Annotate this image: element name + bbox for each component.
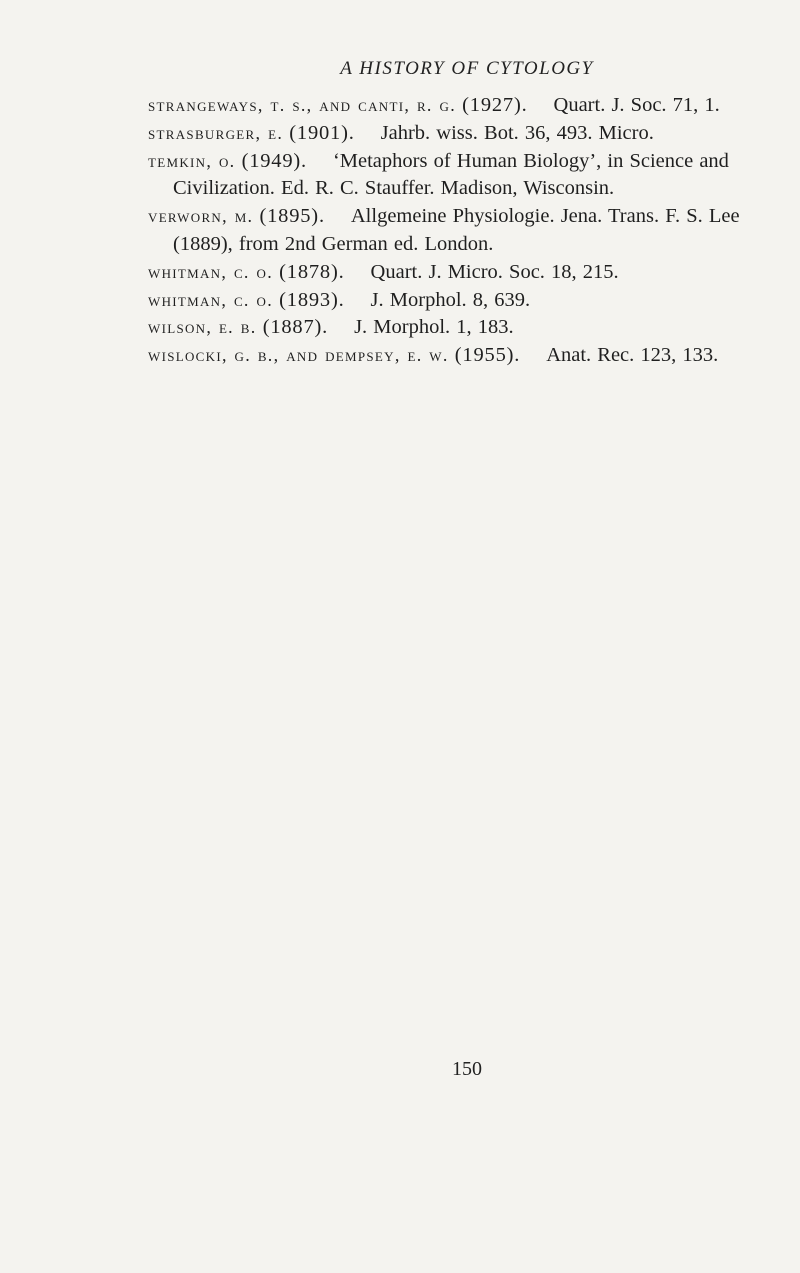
reference-authors: temkin, o.: [148, 150, 236, 171]
reference-citation: Anat. Rec. 123, 133.: [546, 344, 719, 367]
reference-authors: wilson, e. b.: [148, 317, 257, 338]
reference-entry: [148, 203, 788, 259]
reference-year: (1887).: [262, 316, 329, 339]
reference-year: (1895).: [259, 205, 325, 228]
reference-authors: whitman, c. o.: [148, 261, 274, 282]
reference-entry: [148, 259, 788, 287]
reference-citation: ‘Metaphors of Human Biology’, in Science and Civilization. Ed. R. C. Stauffer. Madison, Wisconsin.: [173, 149, 729, 200]
reference-year: (1893).: [279, 288, 345, 311]
reference-year: (1949).: [241, 149, 307, 172]
reference-entry: [148, 287, 788, 315]
reference-list: [148, 92, 788, 370]
reference-year: (1955).: [454, 344, 521, 367]
reference-authors: strangeways, t. s., and canti, r. g.: [148, 95, 457, 115]
reference-entry: [148, 148, 788, 204]
reference-citation: Jahrb. wiss. Bot. 36, 493. Micro.: [380, 121, 654, 144]
page-number: 150: [452, 1058, 482, 1080]
reference-authors: wislocki, g. b., and dempsey, e. w.: [148, 345, 449, 366]
reference-citation: J. Morphol. 1, 183.: [354, 316, 514, 339]
reference-entry: [148, 342, 788, 370]
reference-entry: [148, 120, 788, 148]
reference-citation: Quart. J. Soc. 71, 1.: [553, 94, 720, 116]
reference-year: (1878).: [279, 260, 345, 283]
reference-citation: J. Morphol. 8, 639.: [370, 288, 531, 311]
reference-entry: [148, 92, 788, 120]
running-head: A HISTORY OF CYTOLOGY: [340, 58, 594, 79]
reference-year: (1927).: [462, 94, 528, 116]
reference-year: (1901).: [289, 121, 355, 144]
reference-authors: strasburger, e.: [148, 122, 284, 143]
reference-authors: verworn, m.: [148, 206, 254, 227]
reference-entry: [148, 314, 788, 342]
reference-authors: whitman, c. o.: [148, 289, 274, 310]
reference-citation: Allgemeine Physiologie. Jena. Trans. F. S. Lee (1889), from 2nd German ed. London.: [173, 205, 740, 255]
reference-citation: Quart. J. Micro. Soc. 18, 215.: [370, 260, 619, 283]
